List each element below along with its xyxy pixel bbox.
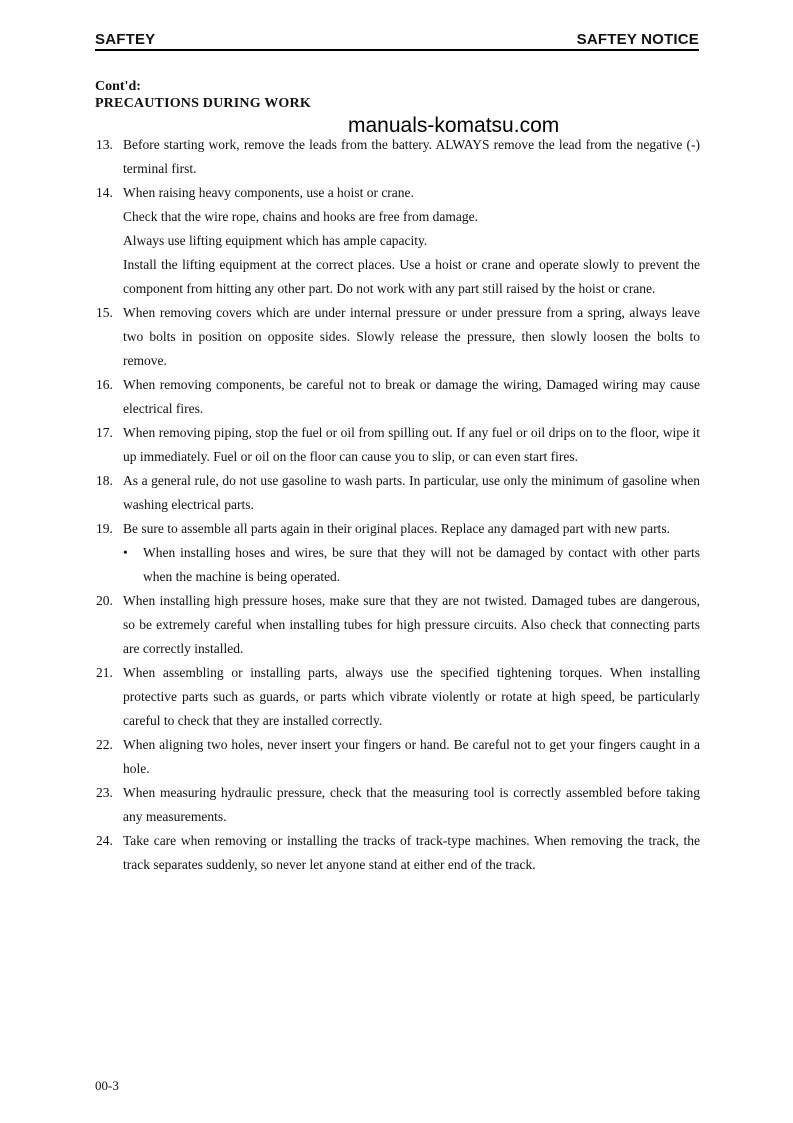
item-number: 15. [96, 305, 113, 320]
item-text: Before starting work, remove the leads from the battery. ALWAYS remove the lead from the negative (-) terminal first. [123, 137, 700, 176]
item-text: When removing covers which are under internal pressure or under pressure from a spring, always leave two bolts in position on opposite sides. Slowly release the pressure, then slowly loosen the bolts to remove. [123, 305, 700, 368]
item-text: When installing high pressure hoses, make sure that they are not twisted. Damaged tubes are dangerous, so be extremely careful when installing tubes for high pressure circuits. Also check that connecting parts are correctly installed. [123, 593, 700, 656]
header-left-title: SAFTEY [95, 31, 156, 48]
item-text: When measuring hydraulic pressure, check that the measuring tool is correctly assembled before taking any measurements. [123, 785, 700, 824]
list-item [96, 181, 700, 301]
list-item [96, 373, 700, 421]
item-number: 13. [96, 137, 113, 152]
item-number: 16. [96, 377, 113, 392]
list-item [96, 301, 700, 373]
list-item [96, 469, 700, 517]
item-number: 23. [96, 785, 113, 800]
page-header [95, 31, 699, 51]
item-number: 17. [96, 425, 113, 440]
item-text: When assembling or installing parts, always use the specified tightening torques. When installing protective parts such as guards, or parts which vibrate violently or rotate at high speed, be particularly careful to check that they are installed correctly. [123, 665, 700, 728]
list-item [96, 733, 700, 781]
item-text-line: Install the lifting equipment at the correct places. Use a hoist or crane and operate slowly to prevent the component from hitting any other part. Do not work with any part still raised by the hoist or crane. [123, 257, 700, 296]
list-item [96, 517, 700, 589]
item-text-line: Always use lifting equipment which has ample capacity. [123, 233, 428, 248]
precautions-list [96, 133, 700, 877]
bullet-text: When installing hoses and wires, be sure that they will not be damaged by contact with other parts when the machine is being operated. [143, 545, 700, 584]
item-number: 18. [96, 473, 113, 488]
header-right-title: SAFTEY NOTICE [576, 31, 699, 48]
item-text: Take care when removing or installing the tracks of track-type machines. When removing the track, the track separates suddenly, so never let anyone stand at either end of the track. [123, 833, 700, 872]
item-text: When aligning two holes, never insert your fingers or hand. Be careful not to get your fingers caught in a hole. [123, 737, 700, 776]
item-text: As a general rule, do not use gasoline to wash parts. In particular, use only the minimum of gasoline when washing electrical parts. [123, 473, 700, 512]
item-number: 20. [96, 593, 113, 608]
list-item [96, 421, 700, 469]
bullet-note [123, 541, 700, 589]
page-number: 00-3 [95, 1078, 119, 1093]
section-title: PRECAUTIONS DURING WORK [95, 96, 311, 111]
watermark: manuals-komatsu.com [348, 114, 560, 137]
item-number: 21. [96, 665, 113, 680]
list-item [96, 829, 700, 877]
item-number: 22. [96, 737, 113, 752]
item-number: 24. [96, 833, 113, 848]
item-text: When removing piping, stop the fuel or oil from spilling out. If any fuel or oil drips on to the floor, wipe it up immediately. Fuel or oil on the floor can cause you to slip, or can even start fires. [123, 425, 700, 464]
list-item [96, 133, 700, 181]
list-item [96, 661, 700, 733]
continued-label: Cont'd: [95, 79, 141, 94]
list-item [96, 589, 700, 661]
item-text: When raising heavy components, use a hoist or crane. [123, 185, 414, 200]
item-text: Be sure to assemble all parts again in their original places. Replace any damaged part with new parts. [123, 521, 670, 536]
item-text: When removing components, be careful not to break or damage the wiring, Damaged wiring may cause electrical fires. [123, 377, 700, 416]
list-item [96, 781, 700, 829]
bullet-icon: • [123, 545, 128, 560]
item-text-line: Check that the wire rope, chains and hooks are free from damage. [123, 209, 478, 224]
item-number: 14. [96, 185, 113, 200]
item-number: 19. [96, 521, 113, 536]
